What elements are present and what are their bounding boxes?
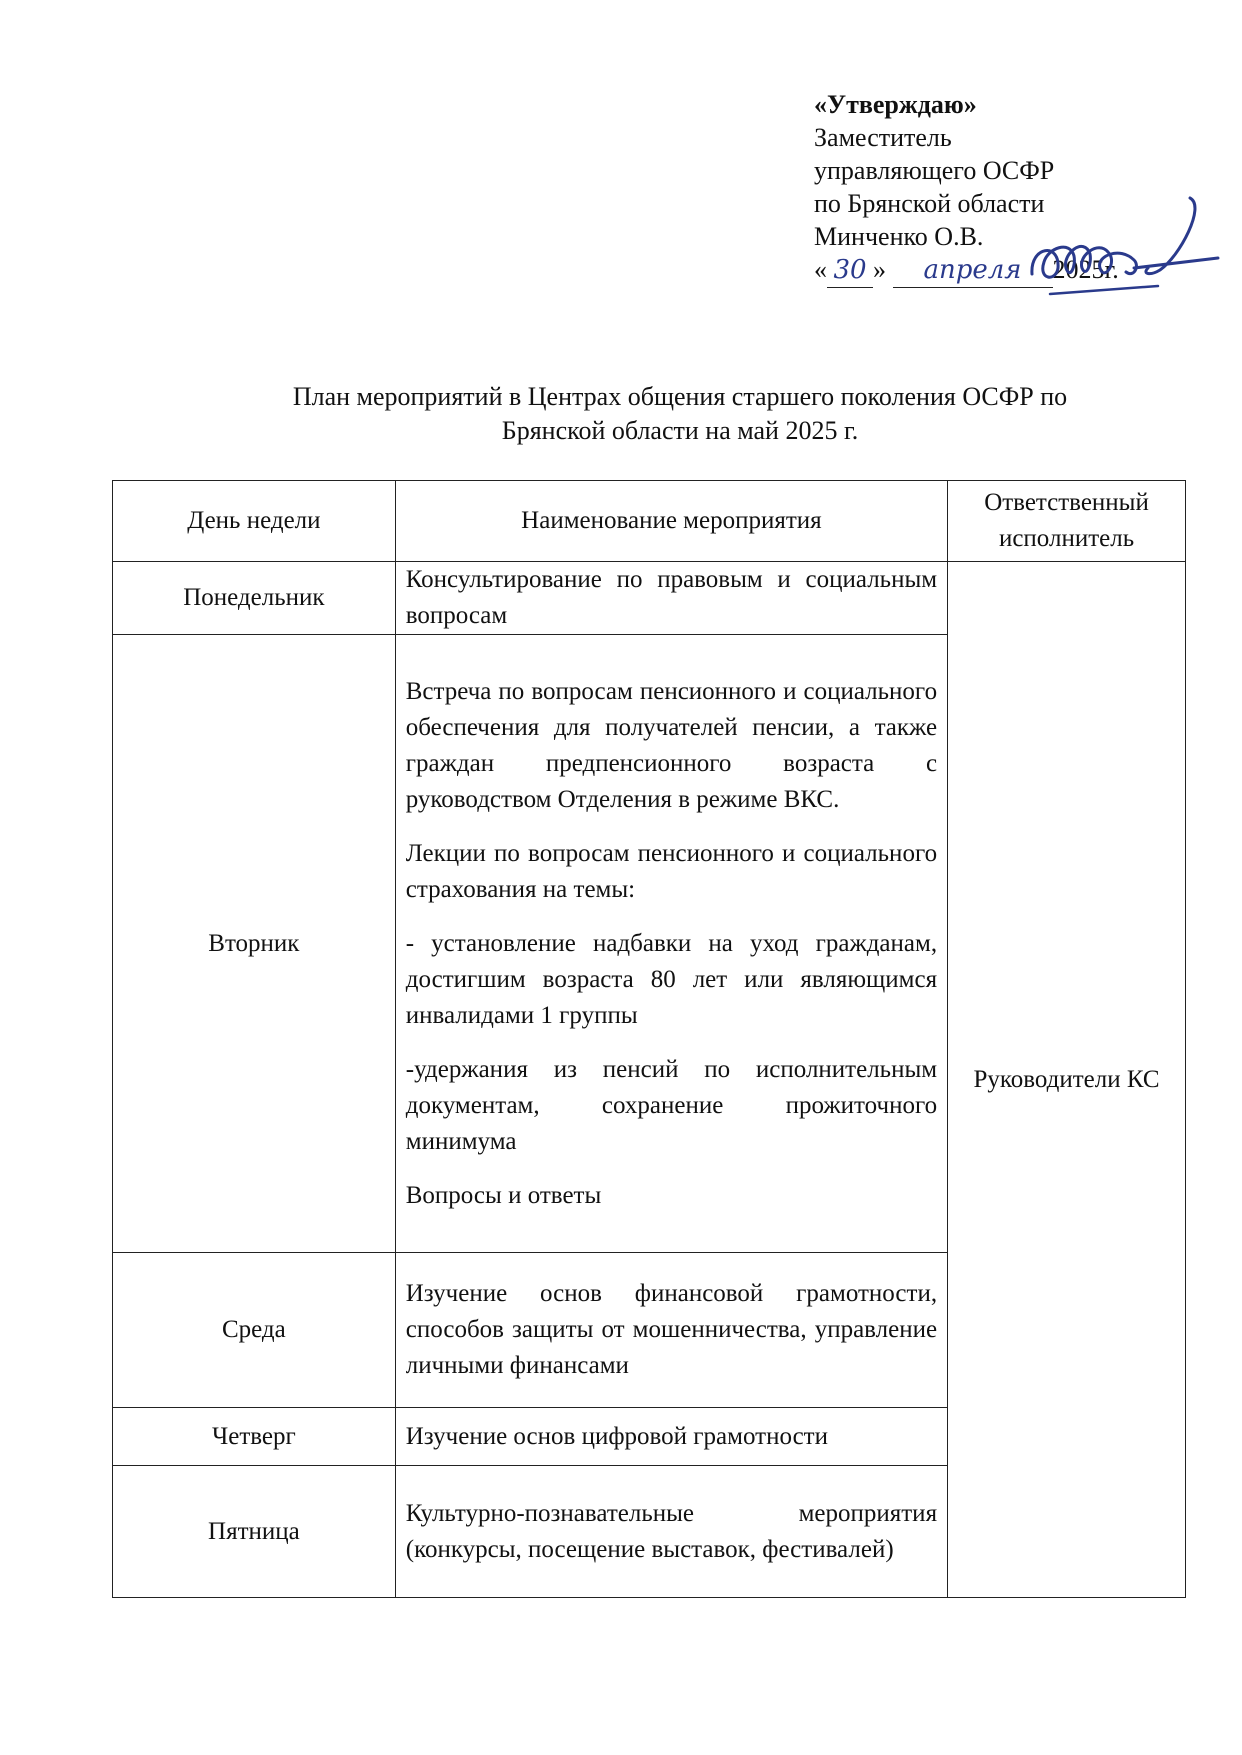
event-text: Лекции по вопросам пенсионного и социального страхования на темы: [405,839,938,903]
event-text: Изучение основ цифровой грамотности [405,1422,828,1450]
event-cell [395,562,947,635]
title-line2: Брянской области на май 2025 г. [501,416,859,445]
signature-icon [1030,196,1220,296]
table-header-row [113,481,1186,562]
event-text: - установление надбавки на уход гражданам, достигшим возраста 80 лет или являющимся инвалидами 1 группы [405,929,938,1029]
date-day-handwritten: 30 [827,254,873,288]
header-responsible: Ответственный исполнитель [948,481,1186,562]
approval-position-line3: по Брянской области [814,189,1045,218]
event-cell [395,635,947,1253]
day-cell: Среда [113,1253,396,1408]
day-cell: Пятница [113,1466,396,1598]
day-cell: Вторник [113,635,396,1253]
event-cell [395,1466,947,1598]
approval-heading: «Утверждаю» [814,90,977,119]
event-cell [395,1408,947,1466]
header-day: День недели [113,481,396,562]
approval-signer-name: Минченко О.В. [814,222,984,251]
day-cell: Четверг [113,1408,396,1466]
date-month-handwritten: апреля [893,254,1053,288]
header-event: Наименование мероприятия [395,481,947,562]
table-row [113,562,1186,635]
event-text: -удержания из пенсий по исполнительным документам, сохранение прожиточного минимума [405,1055,938,1155]
date-open-quote: « [814,255,827,284]
title-line1: План мероприятий в Центрах общения старшего поколения ОСФР по [292,382,1068,411]
event-text: Встреча по вопросам пенсионного и социального обеспечения для получателей пенсии, а также граждан предпенсионного возраста с руководством Отделения в режиме ВКС. [405,677,938,813]
event-text: Вопросы и ответы [405,1181,602,1209]
document-title [200,380,1160,448]
day-cell: Понедельник [113,562,396,635]
event-text: Консультирование по правовым и социальным вопросам [405,566,938,629]
responsible-cell: Руководители КС [948,562,1186,1598]
approval-position-line1: Заместитель [814,123,952,152]
event-text: Культурно-познавательные мероприятия (конкурсы, посещение выставок, фестивалей) [405,1499,938,1563]
events-table [112,480,1186,1598]
approval-position-line2: управляющего ОСФР [814,156,1055,185]
date-year: 2025г. [1052,255,1119,284]
event-text: Изучение основ финансовой грамотности, способов защиты от мошенничества, управление личными финансами [405,1280,938,1379]
date-close-quote: » [873,255,886,284]
event-cell [395,1253,947,1408]
